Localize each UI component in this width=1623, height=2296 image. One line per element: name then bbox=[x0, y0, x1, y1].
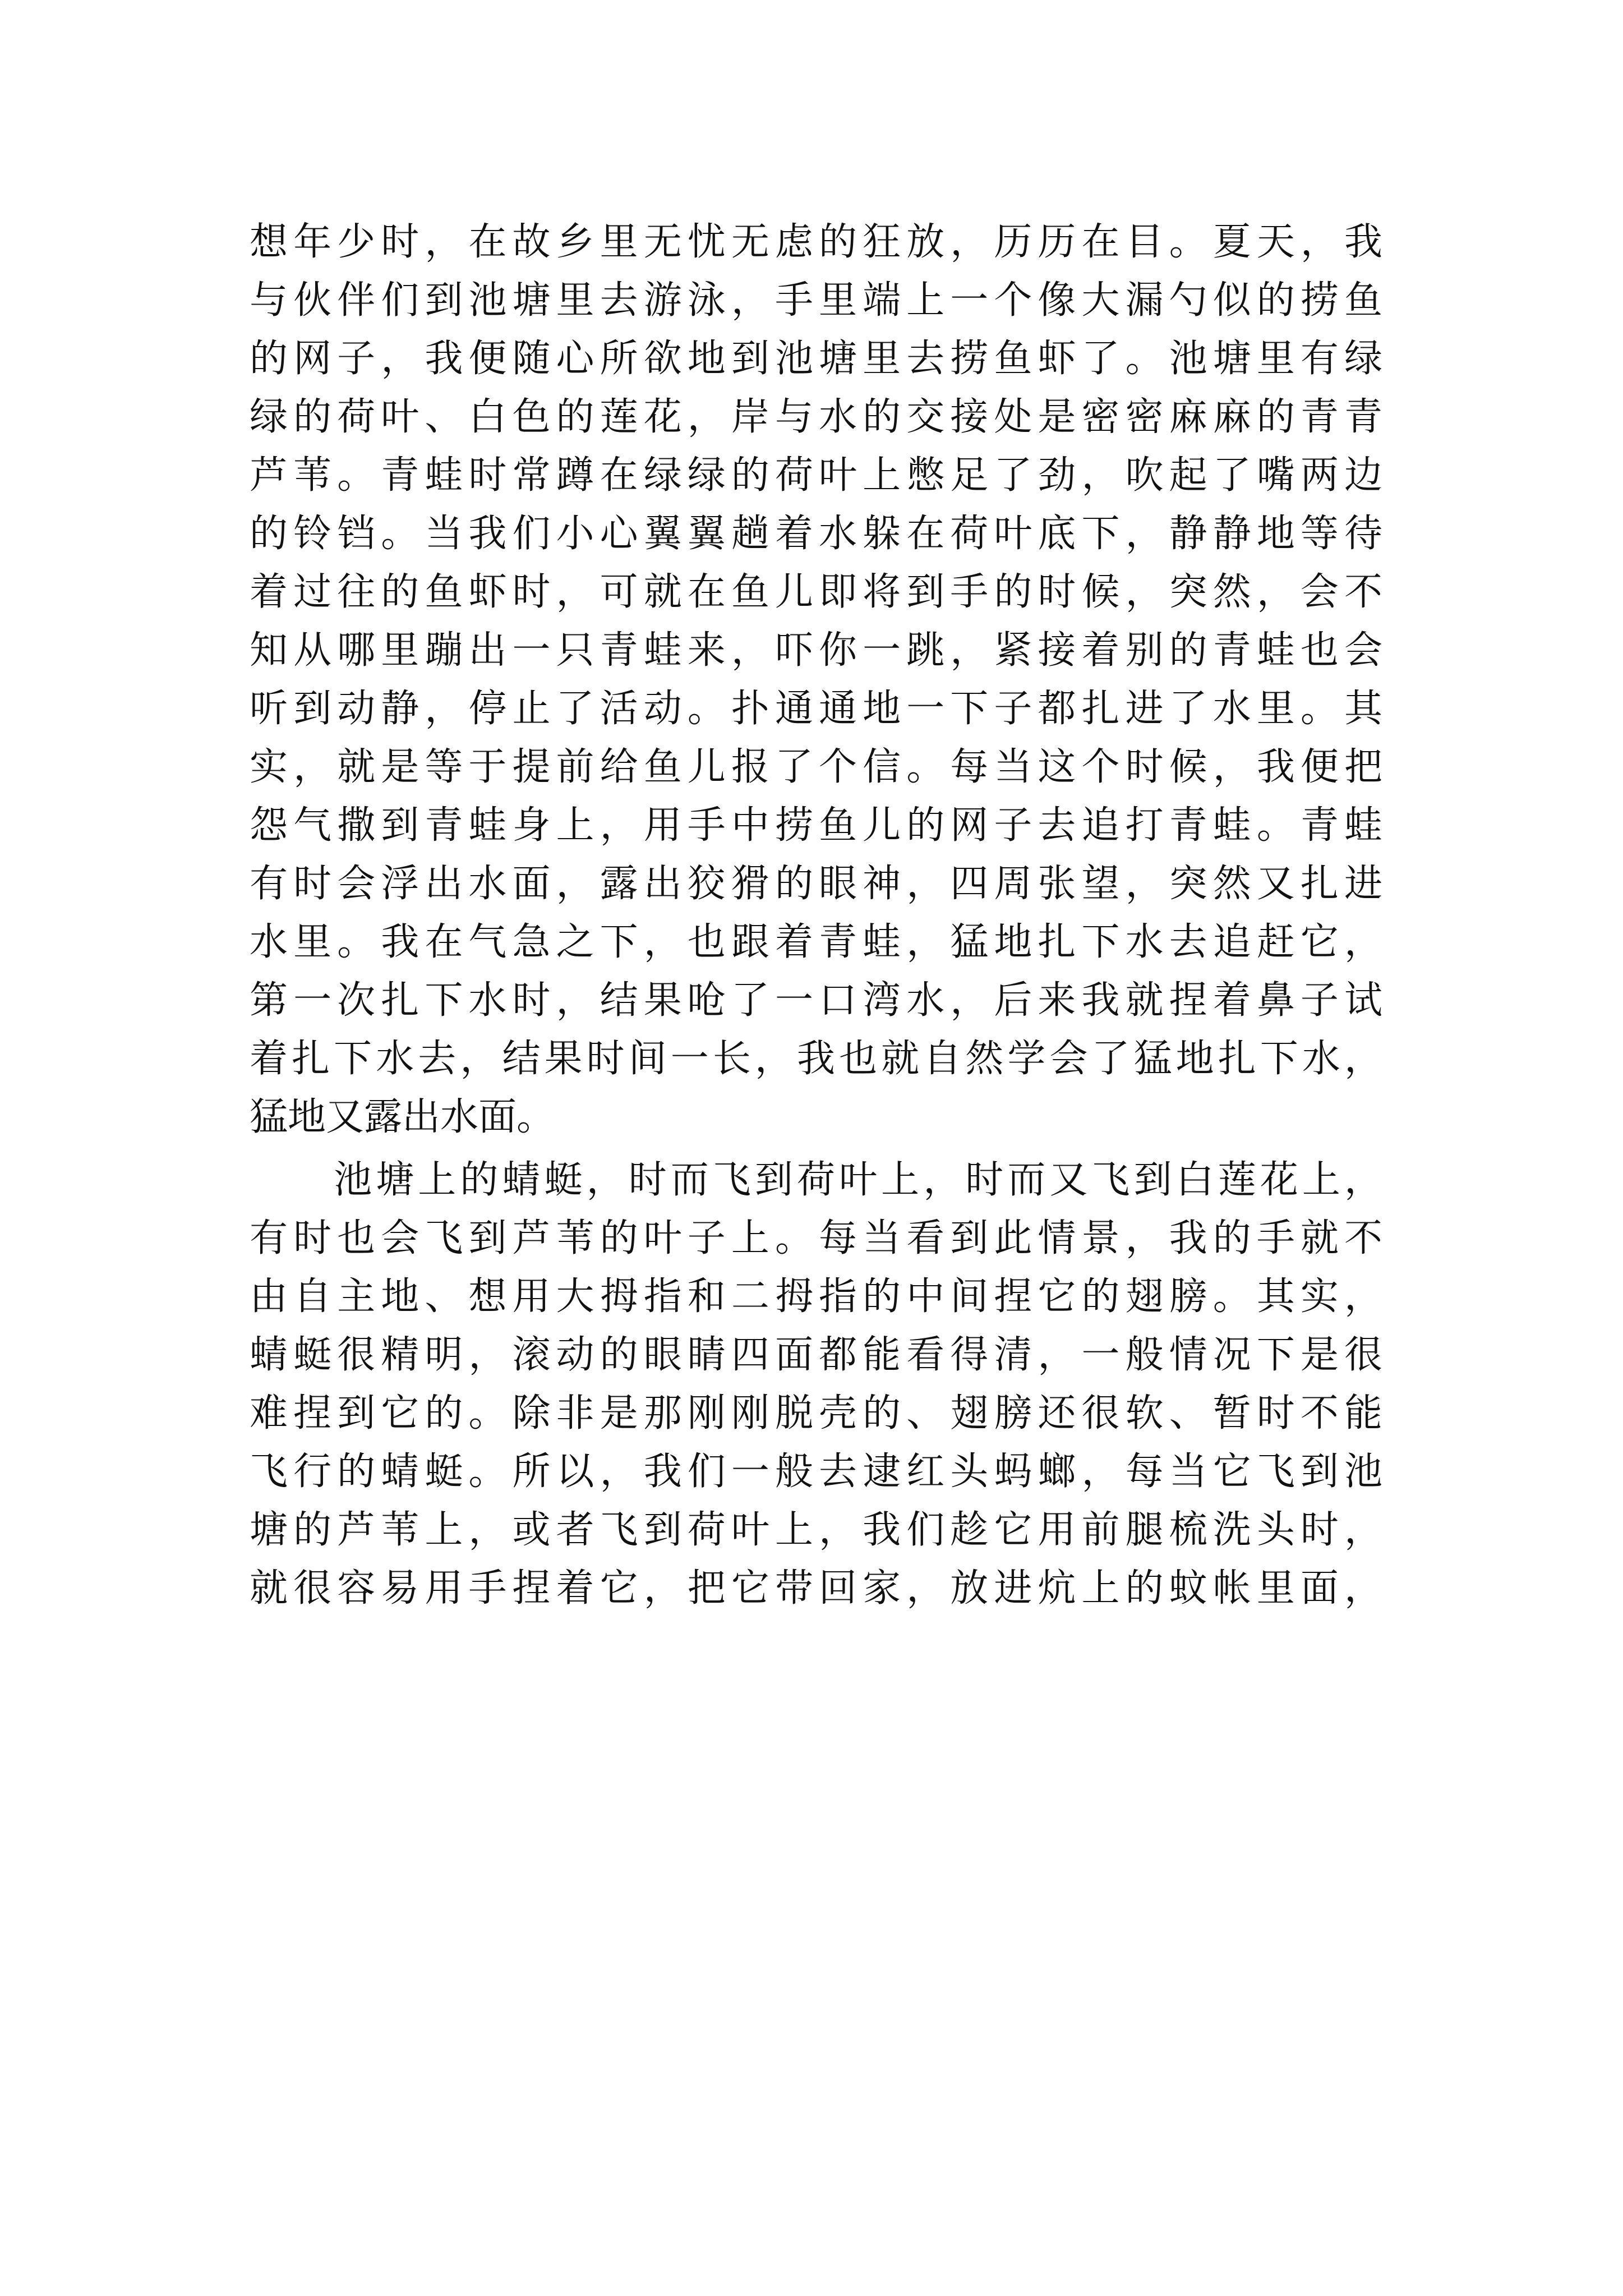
text-line: 绿的荷叶、白色的莲花，岸与水的交接处是密密麻麻的青青 bbox=[250, 395, 1382, 439]
text-line: 飞行的蜻蜓。所以，我们一般去逮红头蚂螂，每当它飞到池 bbox=[250, 1450, 1382, 1494]
text-line: 就很容易用手捏着它，把它带回家，放进炕上的蚊帐里面， bbox=[250, 1566, 1382, 1611]
paragraph-spacer bbox=[250, 1147, 1382, 1151]
text-line: 水里。我在气急之下，也跟着青蛙，猛地扎下水去追赶它， bbox=[250, 920, 1382, 964]
text-line: 与伙伴们到池塘里去游泳，手里端上一个像大漏勺似的捞鱼 bbox=[250, 278, 1382, 323]
text-line: 猛地又露出水面。 bbox=[250, 1095, 555, 1139]
text-line: 着扎下水去，结果时间一长，我也就自然学会了猛地扎下水， bbox=[250, 1037, 1382, 1081]
text-line: 实，就是等于提前给鱼儿报了个信。每当这个时候，我便把 bbox=[250, 745, 1382, 789]
paragraph-2 bbox=[250, 1151, 1382, 1618]
text-line: 的网子，我便随心所欲地到池塘里去捞鱼虾了。池塘里有绿 bbox=[250, 337, 1382, 381]
text-line: 塘的芦苇上，或者飞到荷叶上，我们趁它用前腿梳洗头时， bbox=[250, 1508, 1382, 1552]
body-text bbox=[250, 213, 1382, 1618]
text-line: 着过往的鱼虾时，可就在鱼儿即将到手的时候，突然，会不 bbox=[250, 570, 1382, 614]
text-line: 芦苇。青蛙时常蹲在绿绿的荷叶上憋足了劲，吹起了嘴两边 bbox=[250, 453, 1382, 498]
text-line: 难捏到它的。除非是那刚刚脱壳的、翅膀还很软、暂时不能 bbox=[250, 1391, 1382, 1435]
text-line: 第一次扎下水时，结果呛了一口湾水，后来我就捏着鼻子试 bbox=[250, 978, 1382, 1023]
text-line: 听到动静，停止了活动。扑通通地一下子都扎进了水里。其 bbox=[250, 687, 1382, 731]
text-line: 有时也会飞到芦苇的叶子上。每当看到此情景，我的手就不 bbox=[250, 1216, 1382, 1260]
paragraph-1 bbox=[250, 213, 1382, 1147]
text-line: 有时会浮出水面，露出狡猾的眼神，四周张望，突然又扎进 bbox=[250, 862, 1382, 906]
text-line: 由自主地、想用大拇指和二拇指的中间捏它的翅膀。其实， bbox=[250, 1274, 1382, 1319]
text-line: 的铃铛。当我们小心翼翼趟着水躲在荷叶底下，静静地等待 bbox=[250, 512, 1382, 556]
text-line: 池塘上的蜻蜓，时而飞到荷叶上，时而又飞到白莲花上， bbox=[250, 1158, 1382, 1202]
text-line: 想年少时，在故乡里无忧无虑的狂放，历历在目。夏天，我 bbox=[250, 220, 1382, 264]
text-line: 知从哪里蹦出一只青蛙来，吓你一跳，紧接着别的青蛙也会 bbox=[250, 628, 1382, 673]
text-line: 怨气撒到青蛙身上，用手中捞鱼儿的网子去追打青蛙。青蛙 bbox=[250, 803, 1382, 848]
text-line: 蜻蜓很精明，滚动的眼睛四面都能看得清，一般情况下是很 bbox=[250, 1333, 1382, 1377]
